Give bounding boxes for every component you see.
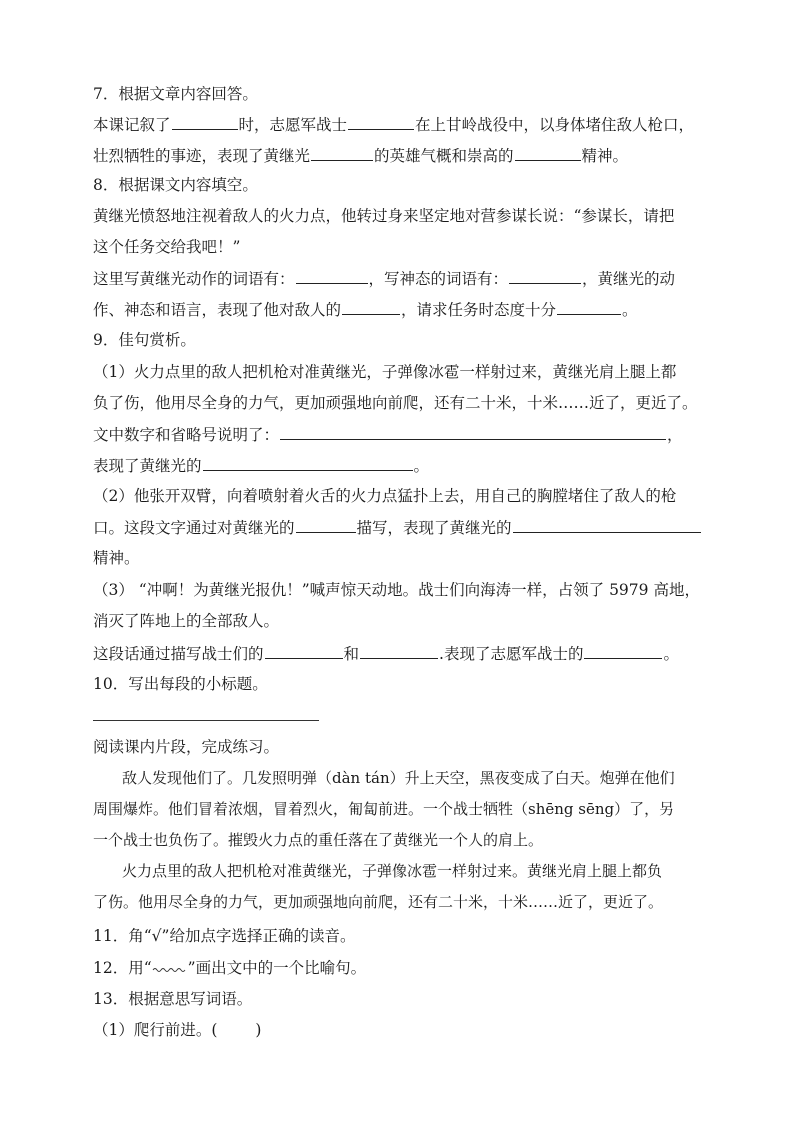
q7-title: 7．根据文章内容回答。 xyxy=(93,85,258,103)
q8-text-1: 这里写黄继光动作的词语有： xyxy=(93,270,295,288)
q9-part1-line-3 xyxy=(93,424,683,445)
q8-quote-1: 黄继光愤怒地注视着敌人的火力点，他转过身来坚定地对营参谋长说：“参谋长，请把 xyxy=(93,207,675,225)
q9-text-5: 口。这段文字通过对黄继光的 xyxy=(93,519,295,537)
q13-item-1-close: ) xyxy=(255,1021,262,1039)
q7-text-3: 在上甘岭战役中，以身体堵住敌人枪口， xyxy=(415,116,695,134)
q8-text-3: ，黄继光的动 xyxy=(582,270,676,288)
q9-part1-line-1: （1）火力点里的敌人把机枪对准黄继光，子弹像冰雹一样射过来，黄继光肩上腿上都 xyxy=(93,363,677,381)
q8-text-5: ，请求任务时态度十分 xyxy=(401,301,557,319)
q7-text-5: 的英雄气概和崇高的 xyxy=(374,147,514,165)
q8-blank-3[interactable] xyxy=(342,299,400,315)
q9-text-9: .表现了志愿军战士的 xyxy=(439,645,584,663)
q13-title: 13．根据意思写词语。 xyxy=(93,990,253,1008)
q9-blank-7[interactable] xyxy=(584,643,662,659)
q7-blank-3[interactable] xyxy=(311,145,373,161)
q7-text-6: 精神。 xyxy=(581,147,629,165)
q8-text-2: ，写神态的词语有： xyxy=(368,270,509,288)
q9-text-3: 表现了黄继光的 xyxy=(93,457,202,475)
q11-title: 11．角“√”给加点字选择正确的读音。 xyxy=(93,927,356,945)
section-divider xyxy=(93,720,319,721)
q8-quote-2: 这个任务交给我吧！” xyxy=(93,238,241,256)
q9-text-10: 。 xyxy=(663,645,679,663)
q7-blank-4[interactable] xyxy=(515,145,581,161)
q13-item-1 xyxy=(93,1020,261,1040)
q9-part1-line-4 xyxy=(93,455,429,476)
q7-blank-2[interactable] xyxy=(348,114,414,130)
q9-text-6: 描写，表现了黄继光的 xyxy=(356,519,512,537)
q9-part2-line-3: 精神。 xyxy=(93,549,140,567)
q9-blank-6[interactable] xyxy=(360,643,438,659)
q9-blank-1[interactable] xyxy=(280,424,666,440)
q7-line-2 xyxy=(93,145,628,166)
wavy-underline-icon xyxy=(152,963,188,973)
q9-part3-line-2: 消灭了阵地上的全部敌人。 xyxy=(93,612,280,630)
q9-part3-line-3 xyxy=(93,643,679,664)
passage-para2-line-2: 了伤。他用尽全身的力气，更加顽强地向前爬，还有二十米，十米……近了，更近了。 xyxy=(93,893,664,911)
q9-title: 9．佳句赏析。 xyxy=(93,331,196,349)
q8-text-6: 。 xyxy=(622,301,638,319)
q9-text-7: 这段话通过描写战士们的 xyxy=(93,645,264,663)
passage-para2-line-1: 火力点里的敌人把机枪对准黄继光，子弹像冰雹一样射过来。黄继光肩上腿上都负 xyxy=(122,862,663,880)
q9-blank-5[interactable] xyxy=(265,643,343,659)
passage-para1-line-3: 一个战士也负伤了。摧毁火力点的重任落在了黄继光一个人的肩上。 xyxy=(93,831,544,849)
q8-line-1 xyxy=(93,268,675,289)
passage-para1-line-2: 周围爆炸。他们冒着浓烟，冒着烈火，匍匐前进。一个战士牺牲（shēng sēng）了，另 xyxy=(93,800,675,818)
q12-text-2: ”画出文中的一个比喻句。 xyxy=(187,959,367,977)
q10-title: 10．写出每段的小标题。 xyxy=(93,675,268,693)
q8-blank-2[interactable] xyxy=(509,268,581,284)
q7-line-1 xyxy=(93,114,694,135)
reading-intro: 阅读课内片段，完成练习。 xyxy=(93,738,280,756)
q9-text-2: ， xyxy=(667,426,683,444)
q9-part2-line-2 xyxy=(93,517,702,538)
q7-text-1: 本课记叙了 xyxy=(93,116,171,134)
q9-blank-2[interactable] xyxy=(203,455,413,471)
q8-blank-4[interactable] xyxy=(557,299,621,315)
q8-text-4: 作、神态和语言，表现了他对敌人的 xyxy=(93,301,342,319)
q9-blank-4[interactable] xyxy=(513,517,701,533)
q9-part1-line-2: 负了伤，他用尽全身的力气，更加顽强地向前爬，还有二十米，十米……近了，更近了。 xyxy=(93,394,698,412)
q7-text-2: 时，志愿军战士 xyxy=(238,116,348,134)
q9-text-4: 。 xyxy=(413,457,430,475)
q8-title: 8．根据课文内容填空。 xyxy=(93,176,258,194)
q9-part2-line-1: （2）他张开双臂，向着喷射着火舌的火力点猛扑上去，用自己的胸膛堵住了敌人的枪 xyxy=(93,487,677,505)
q12-line xyxy=(93,958,366,978)
q8-line-2 xyxy=(93,299,638,320)
passage-para1-line-1: 敌人发现他们了。几发照明弹（dàn tán）升上天空，黑夜变成了白天。炮弹在他们 xyxy=(122,769,675,787)
q9-blank-3[interactable] xyxy=(296,517,356,533)
q9-text-8: 和 xyxy=(343,645,360,663)
q9-text-1: 文中数字和省略号说明了： xyxy=(93,426,280,444)
q12-text-1: 12．用“ xyxy=(93,959,152,977)
q7-blank-1[interactable] xyxy=(172,114,238,130)
q8-blank-1[interactable] xyxy=(296,268,368,284)
q7-text-4: 壮烈牺牲的事迹，表现了黄继光 xyxy=(93,147,311,165)
q13-item-1-text: （1）爬行前进。( xyxy=(93,1021,218,1039)
q9-part3-line-1: （3） “冲啊！为黄继光报仇！”喊声惊天动地。战士们向海涛一样，占领了 5979 高地， xyxy=(93,581,700,599)
